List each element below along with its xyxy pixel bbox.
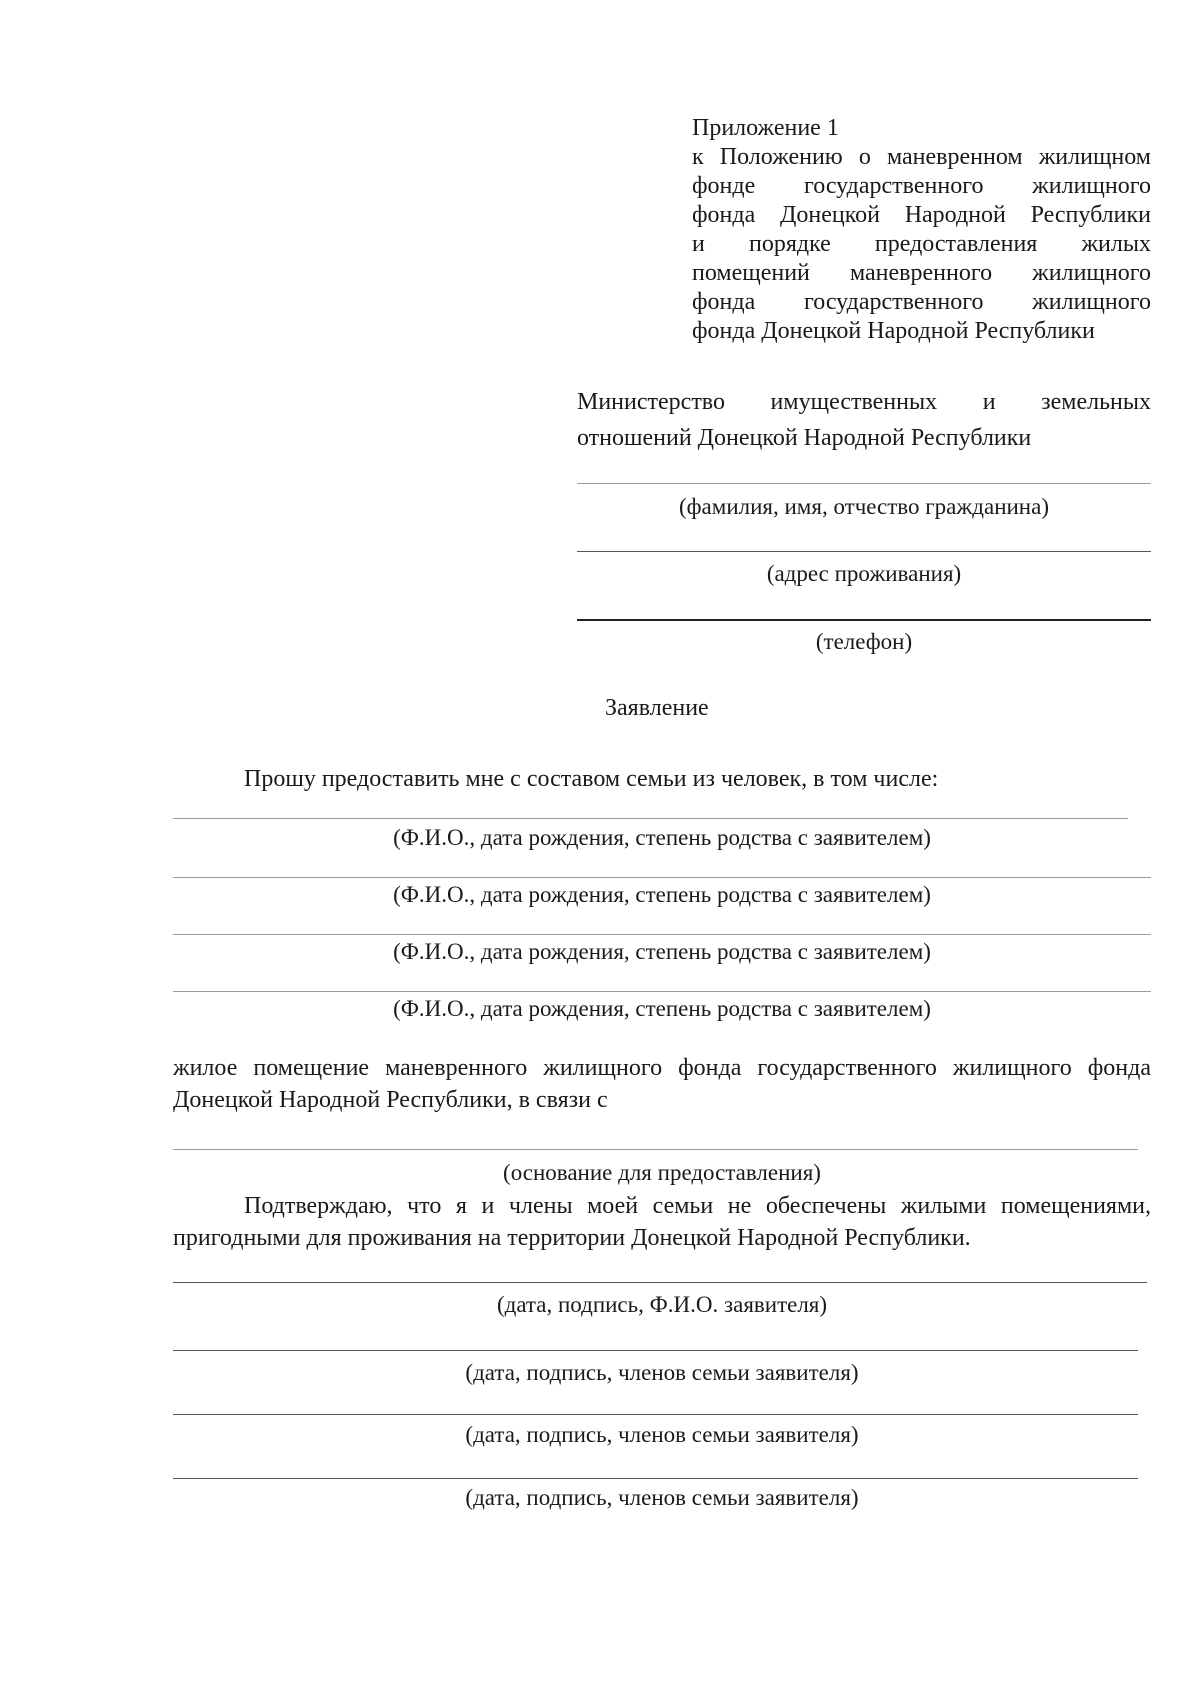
member-signature-line[interactable]: [173, 1478, 1138, 1479]
addressee-line-1: Министерство имущественных и земельных: [577, 389, 1151, 415]
confirmation-line-2: пригодными для проживания на территории Донецкой Народной Республики.: [173, 1225, 971, 1251]
confirmation-line-1: Подтверждаю, что я и члены моей семьи не обеспечены жилыми помещениями,: [244, 1193, 1151, 1219]
appendix-line: фонда государственного жилищного: [692, 289, 1151, 315]
member-signature-line[interactable]: [173, 1414, 1138, 1415]
document-title: Заявление: [605, 695, 709, 721]
applicant-signature-caption: (дата, подпись, Ф.И.О. заявителя): [496, 1292, 828, 1317]
appendix-line: к Положению о маневренном жилищном: [692, 144, 1151, 170]
appendix-line: фонда Донецкой Народной Республики: [692, 202, 1151, 228]
family-member-caption: (Ф.И.О., дата рождения, степень родства с заявителем): [393, 996, 931, 1021]
addressee-block: [577, 384, 1151, 456]
family-member-caption: (Ф.И.О., дата рождения, степень родства с заявителем): [393, 825, 931, 850]
applicant-address-line[interactable]: [577, 551, 1151, 552]
appendix-line: помещений маневренного жилищного: [692, 260, 1151, 286]
member-signature-caption: (дата, подпись, членов семьи заявителя): [465, 1360, 859, 1385]
family-member-line[interactable]: [173, 991, 1151, 992]
purpose-paragraph: [173, 1052, 1151, 1116]
appendix-line: фонда Донецкой Народной Республики: [692, 318, 1095, 344]
applicant-address-caption: (адрес проживания): [766, 561, 962, 586]
purpose-line-2: Донецкой Народной Республики, в связи с: [173, 1087, 608, 1113]
member-signature-caption: (дата, подпись, членов семьи заявителя): [465, 1485, 859, 1510]
applicant-name-caption: (фамилия, имя, отчество гражданина): [679, 494, 1049, 519]
basis-caption: (основание для предоставления): [503, 1160, 821, 1185]
applicant-phone-line[interactable]: [577, 619, 1151, 621]
family-member-caption: (Ф.И.О., дата рождения, степень родства с заявителем): [393, 882, 931, 907]
member-signature-caption: (дата, подпись, членов семьи заявителя): [465, 1422, 859, 1447]
basis-line[interactable]: [173, 1149, 1138, 1150]
appendix-line: и порядке предоставления жилых: [692, 231, 1151, 257]
request-text: Прошу предоставить мне с составом семьи из человек, в том числе:: [244, 766, 939, 792]
appendix-header: [692, 114, 1151, 346]
family-member-caption: (Ф.И.О., дата рождения, степень родства с заявителем): [393, 939, 931, 964]
family-member-line[interactable]: [173, 877, 1151, 878]
family-member-line[interactable]: [173, 818, 1128, 819]
family-member-line[interactable]: [173, 934, 1151, 935]
applicant-signature-line[interactable]: [173, 1282, 1147, 1283]
appendix-line: Приложение 1: [692, 115, 839, 141]
addressee-line-2: отношений Донецкой Народной Республики: [577, 425, 1032, 451]
appendix-line: фонде государственного жилищного: [692, 173, 1151, 199]
member-signature-line[interactable]: [173, 1350, 1138, 1351]
confirmation-paragraph: [173, 1190, 1151, 1254]
purpose-line-1: жилое помещение маневренного жилищного фонда государственного жилищного фонда: [173, 1055, 1151, 1081]
applicant-phone-caption: (телефон): [815, 629, 913, 654]
applicant-name-line[interactable]: [577, 483, 1151, 484]
